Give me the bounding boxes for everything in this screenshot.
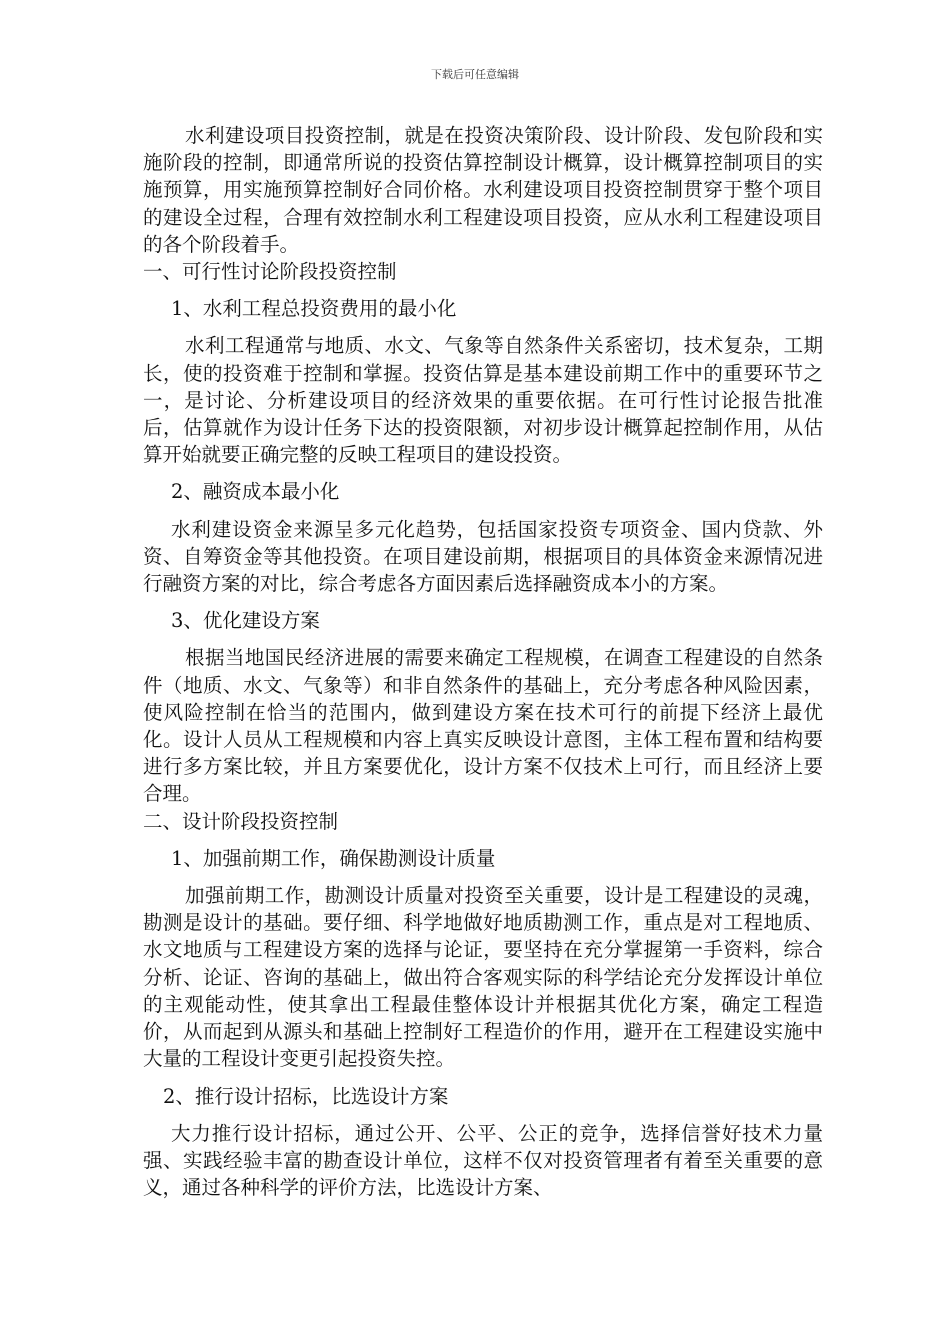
section-heading-feasibility: 一、可行性讨论阶段投资控制 bbox=[143, 260, 397, 284]
paragraph-total-investment: 水利工程通常与地质、水文、气象等自然条件关系密切，技术复杂，工期长，使的投资难于控制和掌握。投资估算是基本建设前期工作中的重要环节之一，是讨论、分析建设项目的经济效果的重要依据。在可行性讨论报告批准后，估算就作为设计任务下达的投资限额，对初步设计概算起控制作用，从估算开始就要正确完整的反映工程项目的建设投资。 bbox=[143, 334, 823, 467]
subheading-total-investment: 1、水利工程总投资费用的最小化 bbox=[171, 297, 457, 321]
paragraph-optimize-plan: 根据当地国民经济进展的需要来确定工程规模，在调查工程建设的自然条件（地质、水文、气象等）和非自然条件的基础上，充分考虑各种风险因素，使风险控制在恰当的范围内，做到建设方案在技术可行的前提下经济上最优化。设计人员从工程规模和内容上真实反映设计意图，主体工程布置和结构要进行多方案比较，并且方案要优化，设计方案不仅技术上可行，而且经济上要合理。 bbox=[143, 646, 823, 806]
paragraph-design-bidding: 大力推行设计招标，通过公开、公平、公正的竞争，选择信誉好技术力量强、实践经验丰富的勘查设计单位，这样不仅对投资管理者有着至关重要的意义，通过各种科学的评价方法，比选设计方案、 bbox=[143, 1121, 823, 1200]
paragraph-survey-quality: 加强前期工作，勘测设计质量对投资至关重要，设计是工程建设的灵魂，勘测是设计的基础。要仔细、科学地做好地质勘测工作，重点是对工程地质、水文地质与工程建设方案的选择与论证，要坚持在充分掌握第一手资料，综合分析、论证、咨询的基础上，做出符合客观实际的科学结论充分发挥设计单位的主观能动性，使其拿出工程最佳整体设计并根据其优化方案，确定工程造价，从而起到从源头和基础上控制好工程造价的作用，避开在工程建设实施中大量的工程设计变更引起投资失控。 bbox=[143, 884, 823, 1071]
document-body bbox=[143, 122, 823, 1201]
section-heading-design-stage: 二、设计阶段投资控制 bbox=[143, 809, 339, 833]
paragraph-financing-cost: 水利建设资金来源呈多元化趋势，包括国家投资专项资金、国内贷款、外资、自筹资金等其他投资。在项目建设前期，根据项目的具体资金来源情况进行融资方案的对比，综合考虑各方面因素后选择融资成本小的方案。 bbox=[143, 517, 823, 596]
subheading-survey-quality: 1、加强前期工作，确保勘测设计质量 bbox=[171, 846, 496, 870]
subheading-design-bidding: 2、推行设计招标，比选设计方案 bbox=[163, 1084, 449, 1108]
subheading-financing-cost: 2、融资成本最小化 bbox=[171, 480, 340, 504]
intro-paragraph: 水利建设项目投资控制，就是在投资决策阶段、设计阶段、发包阶段和实施阶段的控制，即通常所说的投资估算控制设计概算，设计概算控制项目的实施预算，用实施预算控制好合同价格。水利建设项目投资控制贯穿于整个项目的建设全过程，合理有效控制水利工程建设项目投资，应从水利工程建设项目的各个阶段着手。 bbox=[143, 124, 823, 256]
subheading-optimize-plan: 3、优化建设方案 bbox=[171, 609, 320, 633]
page-header: 下载后可任意编辑 bbox=[431, 68, 519, 81]
